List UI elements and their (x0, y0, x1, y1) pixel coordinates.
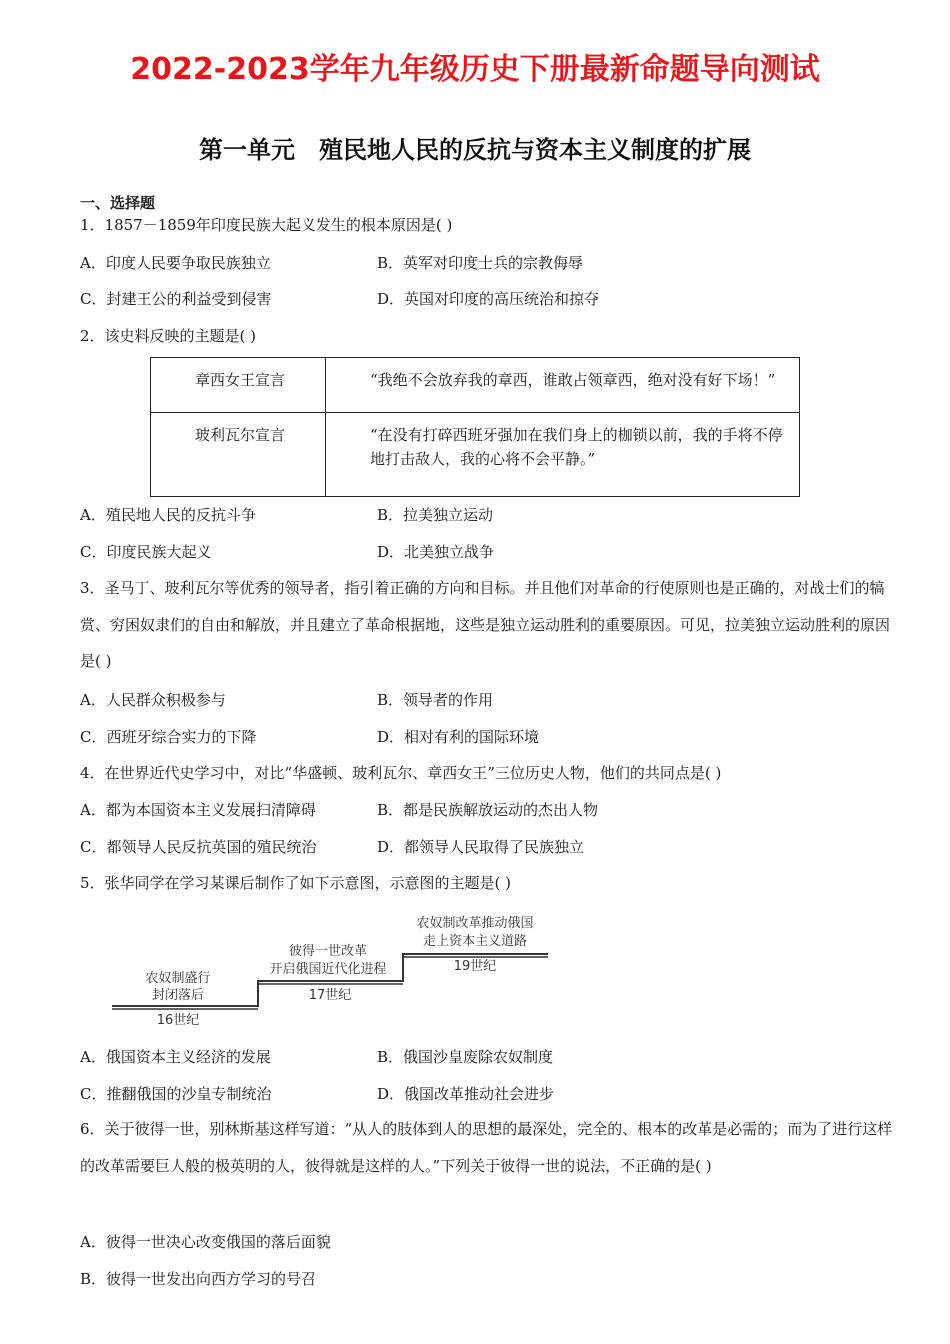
question-6-stem: 6．关于彼得一世，别林斯基这样写道：“从人的肢体到人的思想的最深处，完全的、根本的改革是必需的；而为了进行这样的改革需要巨人般的极英明的人，彼得就是这样的人。”下列关于彼得一世的说法，不正确的是( ) (80, 1120, 893, 1175)
table-cell-quote: “在没有打碎西班牙强加在我们身上的枷锁以前，我的手将不停地打击敌人，我的心将不会平静。” (326, 412, 800, 496)
q2-option-b: B．拉美独立运动 (377, 506, 494, 524)
q2-option-a: A．殖民地人民的反抗斗争 (80, 506, 256, 524)
table-cell-head: 章西女王宣言 (151, 358, 326, 413)
q3-option-d: D．相对有利的国际环境 (377, 728, 540, 746)
table-row (151, 412, 800, 496)
question-1-stem: 1．1857－1859年印度民族大起义发生的根本原因是( ) (80, 216, 453, 234)
q3-option-b: B．领导者的作用 (377, 691, 494, 709)
question-4-stem: 4．在世界近代史学习中，对比“华盛顿、玻利瓦尔、章西女王”三位历史人物，他们的共同点是( ) (80, 764, 722, 782)
step-1-line-1: 农奴制盛行 (145, 971, 211, 986)
q1-option-b: B．英军对印度士兵的宗教侮辱 (377, 254, 584, 272)
q6-option-b: B．彼得一世发出向西方学习的号召 (80, 1270, 317, 1288)
q1-option-a: A．印度人民要争取民族独立 (80, 254, 271, 272)
source-table (150, 357, 800, 497)
q6-option-a: A．彼得一世决心改变俄国的落后面貌 (80, 1233, 331, 1251)
q5-option-c: C．推翻俄国的沙皇专制统治 (80, 1085, 272, 1103)
q2-option-c: C．印度民族大起义 (80, 543, 212, 561)
q4-option-c: C．都领导人民反抗英国的殖民统治 (80, 838, 317, 856)
step-2-era: 17世纪 (308, 988, 352, 1003)
step-3-line-2: 走上资本主义道路 (422, 934, 528, 949)
step-1-era: 16世纪 (156, 1013, 200, 1028)
q4-option-a: A．都为本国资本主义发展扫清障碍 (80, 801, 316, 819)
q3-option-c: C．西班牙综合实力的下降 (80, 728, 257, 746)
question-2-stem: 2．该史料反映的主题是( ) (80, 327, 257, 345)
step-3-line-1: 农奴制改革推动俄国 (416, 916, 534, 931)
table-cell-head: 玻利瓦尔宣言 (151, 412, 326, 496)
q4-option-b: B．都是民族解放运动的杰出人物 (377, 801, 599, 819)
q5-option-b: B．俄国沙皇废除农奴制度 (377, 1048, 554, 1066)
q2-option-d: D．北美独立战争 (377, 543, 495, 561)
q5-option-a: A．俄国资本主义经济的发展 (80, 1048, 271, 1066)
q5-option-d: D．俄国改革推动社会进步 (377, 1085, 555, 1103)
table-cell-quote: “我绝不会放弃我的章西，谁敢占领章西，绝对没有好下场！” (326, 358, 800, 413)
q1-option-d: D．英国对印度的高压统治和掠夺 (377, 290, 600, 308)
document-title: 2022-2023学年九年级历史下册最新命题导向测试 (130, 52, 820, 87)
step-2-line-2: 开启俄国近代化进程 (269, 962, 387, 977)
question-3-stem: 3．圣马丁、玻利瓦尔等优秀的领导者，指引着正确的方向和目标。并且他们对革命的行使原则也是正确的，对战士们的犒赏、穷困奴隶们的自由和解放，并且建立了革命根据地，这些是独立运动胜利的重要原因。可见，拉美独立运动胜利的原因是( ) (80, 579, 891, 670)
step-1-line-2: 封闭落后 (151, 988, 205, 1003)
q1-option-c: C．封建王公的利益受到侵害 (80, 290, 272, 308)
section-heading: 一、选择题 (80, 194, 156, 212)
table-row (151, 358, 800, 413)
staircase-diagram (100, 905, 560, 1030)
question-5-stem: 5．张华同学在学习某课后制作了如下示意图，示意图的主题是( ) (80, 874, 512, 892)
q4-option-d: D．都领导人民取得了民族独立 (377, 838, 585, 856)
unit-title: 第一单元 殖民地人民的反抗与资本主义制度的扩展 (199, 136, 751, 164)
q3-option-a: A．人民群众积极参与 (80, 691, 226, 709)
step-2-line-1: 彼得一世改革 (288, 944, 368, 959)
step-3-era: 19世纪 (453, 959, 497, 974)
